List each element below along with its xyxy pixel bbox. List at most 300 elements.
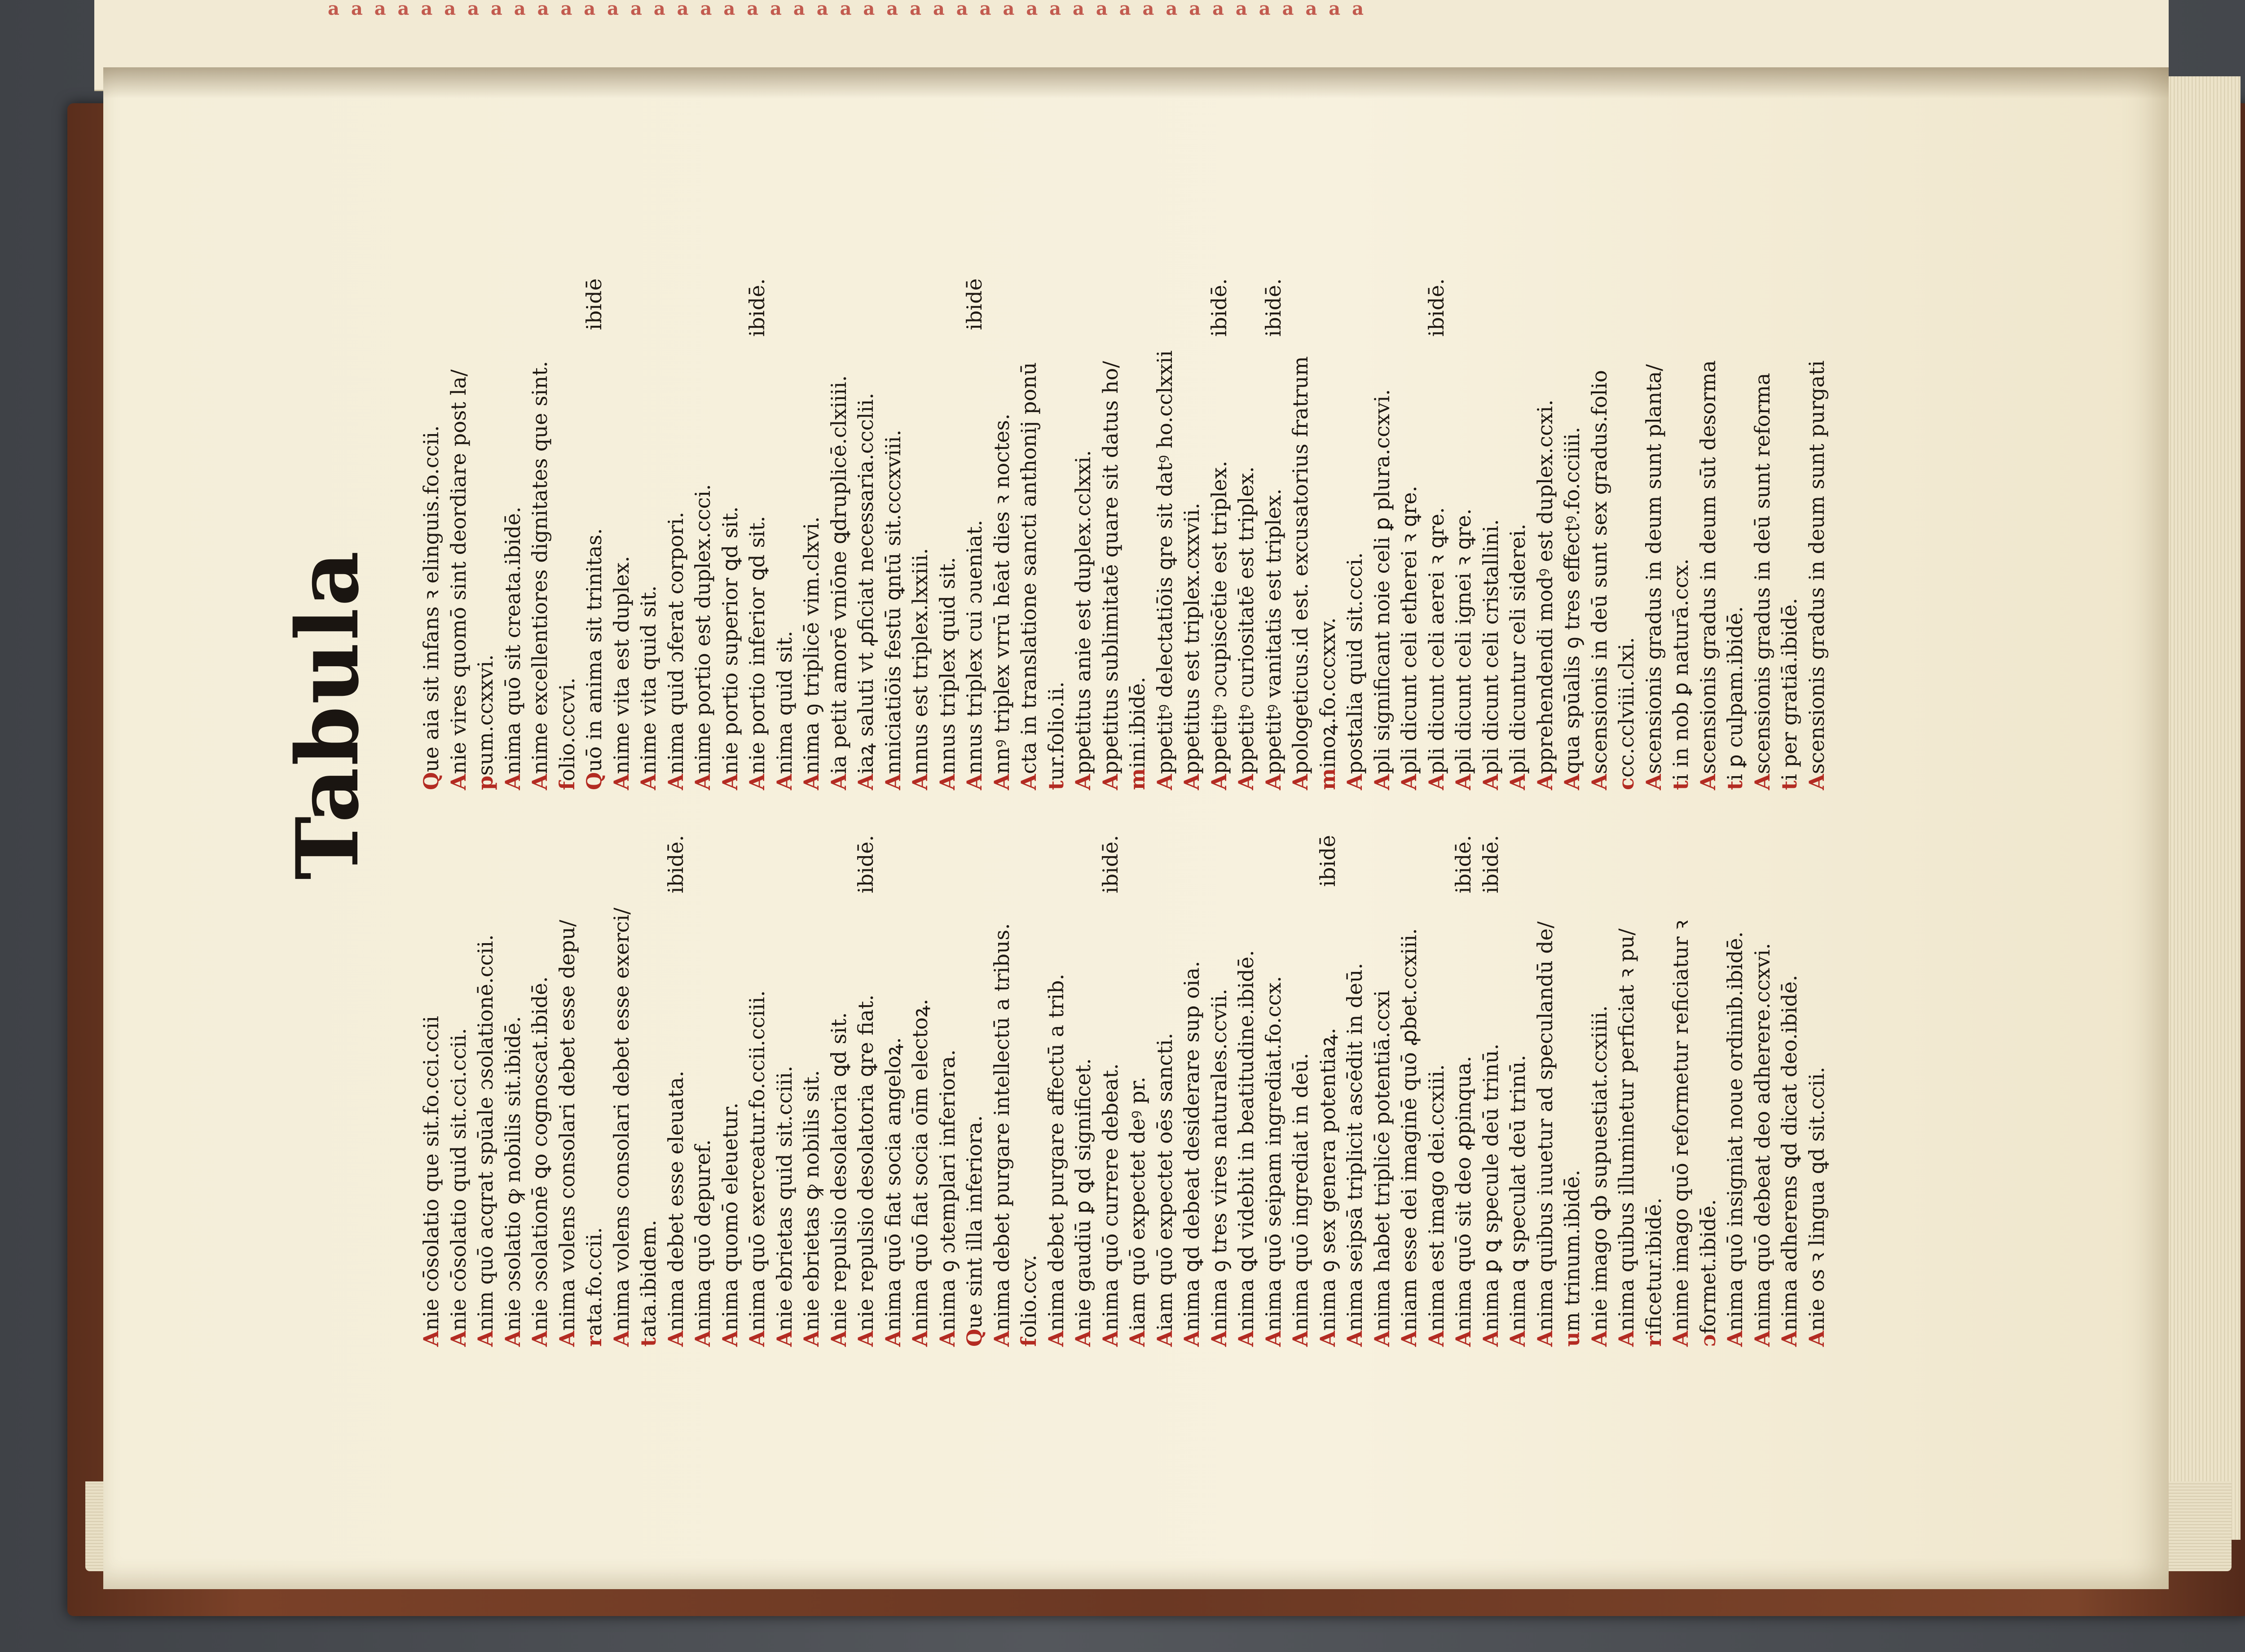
rubricated-initial: A — [691, 774, 715, 790]
index-entry-text: nima quid ɔferat corpori. — [663, 511, 688, 774]
index-entry-text: nniciatiōis festū ꝗntū sit.cccxviii. — [880, 430, 905, 774]
rubricated-initial: A — [636, 774, 660, 790]
index-entry-reference: ibidē — [582, 278, 606, 330]
index-entry-text: nima quid sit. — [772, 631, 797, 774]
index-entry — [1124, 835, 1151, 1347]
index-entry — [1423, 278, 1450, 790]
index-entry — [1613, 835, 1640, 1347]
index-entry-reference: ibidē. — [1261, 278, 1285, 337]
rubricated-initial: A — [718, 774, 742, 790]
rubricated-initial: A — [1424, 774, 1448, 790]
rubricated-initial: A — [1587, 1331, 1611, 1347]
index-entry-text: nima seipsā triplicit ascēdit in deū. — [1343, 962, 1367, 1331]
rubricated-initial: A — [1017, 774, 1041, 790]
rubricated-initial: A — [446, 774, 471, 790]
index-entry — [1070, 278, 1097, 790]
index-entry — [1586, 278, 1613, 790]
index-entry-text: nima quō depuref. — [691, 1139, 715, 1331]
index-entry-text: nima quō fiat socia angeloꝝ. — [880, 1037, 905, 1331]
index-entry — [1341, 835, 1369, 1347]
index-entry-text: nie imago ꝗb supuestiat.ccxiiii. — [1587, 1005, 1611, 1331]
rubricated-initial: A — [1750, 1331, 1774, 1347]
index-entry-text: ue sint illa inferiora. — [962, 1115, 986, 1329]
index-entry-text: iam quō expectet oēs sancti. — [1152, 1032, 1177, 1331]
index-entry-text: scensionis gradus in deum sunt purgati — [1804, 360, 1829, 774]
index-entry-reference: ibidē — [1315, 835, 1340, 887]
index-entry-text: nie gaudiū ꝑ ꝗd significet. — [1071, 1058, 1095, 1331]
index-entry — [445, 278, 472, 790]
index-entry-text: nima ꝗd videbit in beatitudine.ibidē. — [1234, 950, 1258, 1331]
index-entry-text: pologeticus.id est. excusatorius fratrum — [1288, 356, 1312, 774]
rubricated-initial: A — [1180, 1331, 1204, 1347]
index-entry-text: nim quō acqrat spūale ɔsolationē.ccii. — [473, 934, 497, 1331]
index-entry — [961, 835, 988, 1347]
rubricated-initial: A — [1424, 1331, 1448, 1347]
index-entry — [499, 278, 527, 790]
index-entry — [1640, 835, 1668, 1347]
index-entry-reference: ibidē. — [745, 278, 769, 337]
rubricated-initial: A — [880, 774, 905, 790]
index-entry-text: nima ꝯ triplicē vim.clxvi. — [799, 516, 823, 774]
rubricated-initial: A — [1668, 1331, 1693, 1347]
index-entry — [1721, 835, 1749, 1347]
rubricated-initial: m — [1315, 768, 1340, 790]
index-entry-text: nime imago quō reformetur reficiatur ꝛ — [1668, 920, 1693, 1331]
index-entry-text: m trinum.ibidē. — [1560, 1169, 1584, 1332]
index-entry-text: uō in anima sit trinitas. — [582, 528, 606, 772]
rubricated-initial: A — [1532, 774, 1557, 790]
index-entry — [1395, 278, 1423, 790]
index-entry — [771, 278, 798, 790]
index-entry-text: nie ebrietas ꝙ nobilis sit. — [799, 1070, 823, 1331]
index-entry — [1667, 835, 1695, 1347]
index-entry — [472, 278, 499, 790]
rubricated-initial: A — [880, 1331, 905, 1347]
index-entry — [1749, 835, 1776, 1347]
rubricated-initial: t — [1777, 780, 1801, 790]
rubricated-initial: A — [745, 1331, 769, 1347]
rubricated-initial: A — [935, 774, 960, 790]
index-entry-text: nime excellentiores dignitates que sint. — [528, 360, 552, 774]
index-entry — [1450, 835, 1477, 1347]
index-entry — [1124, 278, 1151, 790]
rubricated-initial: A — [1804, 1331, 1829, 1347]
index-entry-text: scensionis gradus in deum sūt desorma — [1695, 360, 1720, 774]
rubricated-initial: A — [609, 1331, 634, 1347]
index-entry-text: pli dicunt celi etherei ꝛ ꝗre. — [1397, 485, 1421, 774]
rubricated-initial: A — [555, 1331, 579, 1347]
index-entry — [1532, 835, 1559, 1347]
rubricated-initial: t — [1043, 780, 1068, 790]
rubricated-initial: A — [1098, 774, 1122, 790]
index-entry — [1097, 278, 1124, 790]
index-entry — [717, 278, 744, 790]
printed-text-block — [277, 215, 1829, 1347]
index-entry-text: nima quō exerceatur.fo.ccii.cciii. — [745, 990, 769, 1331]
rubricated-initial: A — [854, 1331, 878, 1347]
index-entry — [825, 278, 853, 790]
rubricated-initial: A — [1397, 1331, 1421, 1347]
rubricated-initial: A — [799, 1331, 823, 1347]
rubricated-initial: t — [1668, 780, 1693, 790]
index-entry — [907, 278, 934, 790]
rubricated-initial: A — [473, 1331, 497, 1347]
index-entry-text: nima quō seipam ingrediat.fo.ccx. — [1261, 975, 1285, 1331]
index-entry-text: inoꝝ.fo.cccxxv. — [1315, 617, 1340, 769]
rubricated-initial: A — [419, 1331, 443, 1347]
index-entry-text: nie repulsio desolatoria ꝗd sit. — [826, 1012, 851, 1331]
index-entry — [1532, 278, 1559, 790]
rubricated-initial: A — [989, 774, 1014, 790]
rubricated-initial: A — [1451, 774, 1475, 790]
index-entry-text: ata.ibidem. — [636, 1220, 660, 1337]
index-entry-text: nie repulsio desolatoria ꝗre fiat. — [854, 994, 878, 1331]
index-entry-text: cc.cclviii.clxi. — [1614, 637, 1638, 778]
index-entry-reference: ibidē — [962, 278, 986, 330]
index-entry-text: nime vita est duplex. — [609, 556, 634, 774]
index-entry-text: niam esse dei imaginē quō ꝓbet.ccxiii. — [1397, 928, 1421, 1331]
index-entry-text: nima quomō eleuetur. — [718, 1102, 742, 1331]
index-entry — [1015, 835, 1043, 1347]
index-entry — [988, 835, 1016, 1347]
rubricated-initial: A — [691, 1331, 715, 1347]
index-entry-text: pli dicuntur celi siderei. — [1505, 523, 1530, 774]
index-entry — [608, 835, 635, 1347]
rubricated-initial: A — [935, 1331, 960, 1347]
index-entry — [1395, 835, 1423, 1347]
index-entry-text: nime portio est duplex.ccci. — [691, 484, 715, 774]
index-entry-text: ificetur.ibidē. — [1641, 1197, 1666, 1336]
index-entry-text: sum.ccxxvi. — [473, 654, 497, 776]
index-entry — [635, 835, 662, 1347]
rubricated-initial: A — [962, 774, 986, 790]
index-entry-text: nima quō debeat deo adherere.ccxvi. — [1750, 943, 1774, 1331]
rubricated-initial: A — [1532, 1331, 1557, 1347]
page-gutter-shadow — [103, 67, 2169, 99]
index-entry-text: nnus est triplex.lxxiii. — [908, 548, 932, 774]
index-entry — [1695, 835, 1722, 1347]
rubricated-initial: f — [555, 781, 579, 790]
rubricated-initial: A — [1478, 1331, 1503, 1347]
index-entry — [1695, 278, 1722, 790]
index-entry-text: ata.fo.ccii. — [582, 1227, 606, 1336]
index-entry-text: ppetitus sublimitatē quare sit datus ho/ — [1098, 361, 1122, 774]
rubricated-initial: A — [1125, 1331, 1149, 1347]
index-entry — [1613, 278, 1640, 790]
rubricated-initial: A — [1777, 1331, 1801, 1347]
index-entry — [1206, 278, 1233, 790]
rubricated-initial: A — [1288, 774, 1312, 790]
index-entry — [1558, 835, 1586, 1347]
index-entry — [1749, 278, 1776, 790]
index-entry — [1586, 835, 1613, 1347]
index-entry — [1341, 278, 1369, 790]
rubricated-initial: A — [1750, 774, 1774, 790]
index-entry-text: nima quibus iuuetur ad speculandū de/ — [1532, 921, 1557, 1331]
index-entry — [445, 835, 472, 1347]
rubricated-initial: A — [1804, 774, 1829, 790]
rubricated-initial: A — [1288, 1331, 1312, 1347]
index-entry — [825, 835, 853, 1347]
rubricated-initial: A — [1478, 774, 1503, 790]
index-entry — [934, 278, 961, 790]
index-entry — [1260, 278, 1287, 790]
index-entry-text: nima quō fiat socia oīm electoꝝ. — [908, 998, 932, 1331]
rubricated-initial: A — [1505, 774, 1530, 790]
rubricated-initial: A — [1261, 774, 1285, 790]
rubricated-initial: Q — [962, 1328, 986, 1347]
rubricated-initial: A — [989, 1331, 1014, 1347]
index-entry-text: pprehendendi modꝰ est duplex.ccxi. — [1532, 399, 1557, 774]
index-entry — [554, 278, 581, 790]
index-entry — [526, 278, 554, 790]
index-entry — [1015, 278, 1043, 790]
rubricated-initial: A — [663, 1331, 688, 1347]
index-entry — [1233, 835, 1260, 1347]
index-entry-text: cta in translatione sancti anthonij ponū — [1017, 362, 1041, 774]
index-entry — [1721, 278, 1749, 790]
index-entry-reference: ibidē. — [1206, 278, 1231, 337]
index-entry — [1369, 835, 1396, 1347]
index-entry — [1070, 835, 1097, 1347]
index-entry-text: nime vita quid sit. — [636, 585, 660, 774]
rubricated-initial: A — [745, 774, 769, 790]
rubricated-initial: Q — [419, 772, 443, 790]
rubricated-initial: A — [500, 774, 525, 790]
rubricated-initial: A — [1587, 774, 1611, 790]
index-entry — [635, 278, 662, 790]
rubricated-initial: A — [500, 1331, 525, 1347]
rubricated-initial: A — [1098, 1331, 1122, 1347]
index-entry-text: scensionis gradus in deū sunt reforma — [1750, 373, 1774, 774]
rubricated-initial: c — [1614, 777, 1638, 790]
index-entry-text: nie ebrietas quid sit.cciii. — [772, 1065, 797, 1331]
index-entry-text: nnus triplex quid sit. — [935, 557, 960, 774]
index-entry-text: ini.ibidē. — [1125, 677, 1149, 769]
index-entry — [662, 278, 690, 790]
rubricated-initial: A — [1641, 774, 1666, 790]
index-entry — [418, 835, 445, 1347]
index-entry — [581, 835, 608, 1347]
index-entry-text: ppetitus est triplex.cxxvii. — [1180, 502, 1204, 774]
rubricated-initial: A — [609, 774, 634, 790]
index-entry-text: nima quō sit creata.ibidē. — [500, 506, 525, 774]
index-entry-text: scensionis gradus in deum sunt planta/ — [1641, 364, 1666, 774]
rubricated-initial: p — [473, 775, 497, 790]
index-entry — [1178, 835, 1206, 1347]
index-entry — [1477, 278, 1505, 790]
index-entry-text: i in nob ꝑ naturā.ccx. — [1668, 558, 1693, 781]
index-entry — [689, 835, 717, 1347]
rubricated-initial: m — [1125, 768, 1149, 790]
index-entry-text: iam quō expectet deꝰ pr. — [1125, 1076, 1149, 1331]
index-entry — [581, 278, 608, 790]
index-entry — [717, 835, 744, 1347]
rubricated-initial: A — [528, 1331, 552, 1347]
index-entry — [1097, 835, 1124, 1347]
index-entry-text: nie portio superior ꝗd sit. — [718, 506, 742, 774]
index-entry-text: nima quibus illuminetur perficiat ꝛ pu/ — [1614, 928, 1638, 1331]
rubricated-initial: A — [1043, 1331, 1068, 1347]
index-entry-text: ia petit amorē vniōne ꝗdruplicē.clxiiii. — [826, 375, 851, 774]
index-entry-text: nie vires quomō sint deordiare post la/ — [446, 369, 471, 774]
rubricated-initial: A — [1206, 1331, 1231, 1347]
index-entry — [1640, 278, 1668, 790]
index-entry-text: nima quō insigniat noue ordinib.ibidē. — [1723, 931, 1747, 1331]
rubricated-initial: A — [1206, 774, 1231, 790]
index-entry — [880, 835, 907, 1347]
index-entry — [1287, 278, 1314, 790]
rubricated-initial: A — [826, 774, 851, 790]
index-entry — [1558, 278, 1586, 790]
index-entry — [1314, 278, 1342, 790]
index-entry — [1803, 835, 1831, 1347]
index-entry — [472, 835, 499, 1347]
index-entry — [526, 835, 554, 1347]
index-entry-text: nima ꝗ speculat deū trinū. — [1505, 1054, 1530, 1331]
index-entry-text: pli dicunt celi cristallini. — [1478, 519, 1503, 774]
index-entry — [1504, 835, 1532, 1347]
index-entry — [1314, 835, 1342, 1347]
index-entry — [1151, 278, 1179, 790]
rubricated-initial: u — [1560, 1331, 1584, 1347]
index-entry-text: nima debet purgare affectū a trib. — [1043, 973, 1068, 1331]
index-entry-reference: ibidē. — [1451, 835, 1475, 894]
index-entry-text: nima volens consolari debet esse exerci/ — [609, 907, 634, 1331]
index-entry-text: nima ꝗd debeat desiderare sup oia. — [1180, 961, 1204, 1331]
rubricated-initial: A — [1261, 1331, 1285, 1347]
rubricated-initial: A — [1343, 774, 1367, 790]
rubricated-initial: Q — [582, 772, 606, 790]
index-entry — [798, 278, 825, 790]
index-entry-text: nie cōsolatio quid sit.cci.ccii. — [446, 1028, 471, 1331]
index-entry-text: i ꝑ culpam.ibidē. — [1723, 606, 1747, 781]
index-entry — [744, 835, 771, 1347]
index-entry — [1477, 835, 1505, 1347]
index-entry-text: ue aia sit infans ꝛ elinguis.fo.ccii. — [419, 425, 443, 772]
index-entry — [1776, 278, 1803, 790]
index-entry-text: ppetitꝰ curiositatē est triplex. — [1234, 466, 1258, 774]
index-entry — [1206, 835, 1233, 1347]
rubricated-initial: A — [772, 774, 797, 790]
index-entry — [988, 278, 1016, 790]
index-entry-text: i per gratiā.ibidē. — [1777, 598, 1801, 781]
index-entry — [1287, 835, 1314, 1347]
index-entry-reference: ibidē. — [663, 835, 688, 894]
index-entry-text: pli dicunt celi aerei ꝛ ꝗre. — [1424, 507, 1448, 774]
rubricated-initial: A — [718, 1331, 742, 1347]
index-entry — [1776, 835, 1803, 1347]
index-entry-text: nima ꝯ tres vires naturales.ccvii. — [1206, 989, 1231, 1331]
rubricated-initial: A — [1180, 774, 1204, 790]
rubricated-initial: A — [1397, 774, 1421, 790]
rubricated-initial: r — [1641, 1336, 1666, 1347]
index-entry — [1043, 278, 1070, 790]
index-entry — [662, 835, 690, 1347]
rubricated-initial: A — [854, 774, 878, 790]
index-entry-text: nima quō sit deo ꝓpinqua. — [1451, 1055, 1475, 1331]
rubricated-initial: A — [1614, 1331, 1638, 1347]
rubricated-initial: t — [1723, 780, 1747, 790]
rubricated-initial: A — [1695, 774, 1720, 790]
rubricated-initial: A — [1234, 774, 1258, 790]
index-entry — [961, 278, 988, 790]
facing-page-bleed-text: a a a a a a a a a a a a a a a a a a a a a a a a a a a a a a a a a a a a a a a a a a a a a — [328, 0, 1367, 19]
rubricated-initial: ɔ — [1695, 1334, 1720, 1347]
index-entry — [554, 835, 581, 1347]
index-entry — [1178, 278, 1206, 790]
index-entry-text: nima ꝑ ꝗ specule deū trinū. — [1478, 1043, 1503, 1331]
index-entry — [1233, 278, 1260, 790]
rubricated-initial: A — [1451, 1331, 1475, 1347]
index-entry — [1043, 835, 1070, 1347]
index-entry-text: nnus triplex cui ɔueniat. — [962, 519, 986, 774]
index-entry-text: nima habet triplicē potentiā.ccxi — [1369, 990, 1394, 1331]
index-entry-text: scensionis in deū sunt sex gradus.folio — [1587, 370, 1611, 774]
rubricated-initial: A — [663, 774, 688, 790]
rubricated-initial: A — [1315, 1331, 1340, 1347]
index-entry-text: ppetitꝰ vanitatis est triplex. — [1261, 488, 1285, 774]
index-entry — [1803, 278, 1831, 790]
index-entry-text: ur.folio.ii. — [1043, 681, 1068, 781]
index-entry-text: pli dicunt celi ignei ꝛ ꝗre. — [1451, 508, 1475, 774]
rubricated-initial: A — [826, 1331, 851, 1347]
index-entry-text: nie os ꝛ lingua ꝗd sit.ccii. — [1804, 1067, 1829, 1331]
index-entry-text: olio.cccvi. — [555, 677, 579, 782]
rubricated-initial: A — [1234, 1331, 1258, 1347]
rubricated-initial: A — [799, 774, 823, 790]
rubricated-initial: A — [1505, 1331, 1530, 1347]
index-entry-text: nie ɔsolationē ꝗo cognoscat.ibidē. — [528, 976, 552, 1331]
rubricated-initial: A — [908, 1331, 932, 1347]
index-entry-text: qua spūalis ꝯ tres effectꝰ.fo.cciiii. — [1560, 426, 1584, 774]
rubricated-initial: f — [1017, 1338, 1041, 1347]
index-entry-reference: ibidē. — [854, 835, 878, 894]
rubricated-initial: A — [1723, 1331, 1747, 1347]
rubricated-initial: A — [908, 774, 932, 790]
index-entry-text: nima volens consolari debet esse depu/ — [555, 920, 579, 1331]
index-entry — [1151, 835, 1179, 1347]
index-entry-text: nima quō currere debeat. — [1098, 1063, 1122, 1331]
rubricated-initial: A — [1152, 774, 1177, 790]
rubricated-initial: t — [636, 1337, 660, 1347]
page-heading: Tabula — [277, 549, 378, 880]
rubricated-initial: A — [1152, 1331, 1177, 1347]
index-entry — [907, 835, 934, 1347]
index-entry — [1369, 278, 1396, 790]
index-entry-text: pli significant noie celi ꝑ plura.ccxvi. — [1369, 389, 1394, 774]
index-entry-text: postalia quid sit.ccci. — [1343, 552, 1367, 774]
index-entry-text: nie ɔsolatio ꝙ nobilis sit.ibidē. — [500, 1016, 525, 1331]
rubricated-initial: A — [1369, 1331, 1394, 1347]
index-entry-text: ppetitus anie est duplex.cclxxi. — [1071, 450, 1095, 774]
index-entry-text: nie cōsolatio que sit.fo.cci.ccii — [419, 1016, 443, 1331]
index-entry-text: ppetitꝰ delectatiōis ꝗre sit datꝰ ho.cclxxii — [1152, 350, 1177, 774]
index-entry — [418, 278, 445, 790]
index-entry-reference: ibidē. — [1478, 835, 1503, 894]
index-entry — [744, 278, 771, 790]
index-entry-text: formet.ibidē. — [1695, 1199, 1720, 1334]
index-entry-text: olio.ccv. — [1017, 1254, 1041, 1338]
index-entry — [880, 278, 907, 790]
index-entry — [689, 278, 717, 790]
index-entry — [499, 835, 527, 1347]
rubricated-initial: A — [528, 774, 552, 790]
rubricated-initial: A — [772, 1331, 797, 1347]
index-entry-text: nima debet purgare intellectū a tribus. — [989, 923, 1014, 1331]
index-entry-text: nima debet esse eleuata. — [663, 1070, 688, 1331]
index-entry — [608, 278, 635, 790]
